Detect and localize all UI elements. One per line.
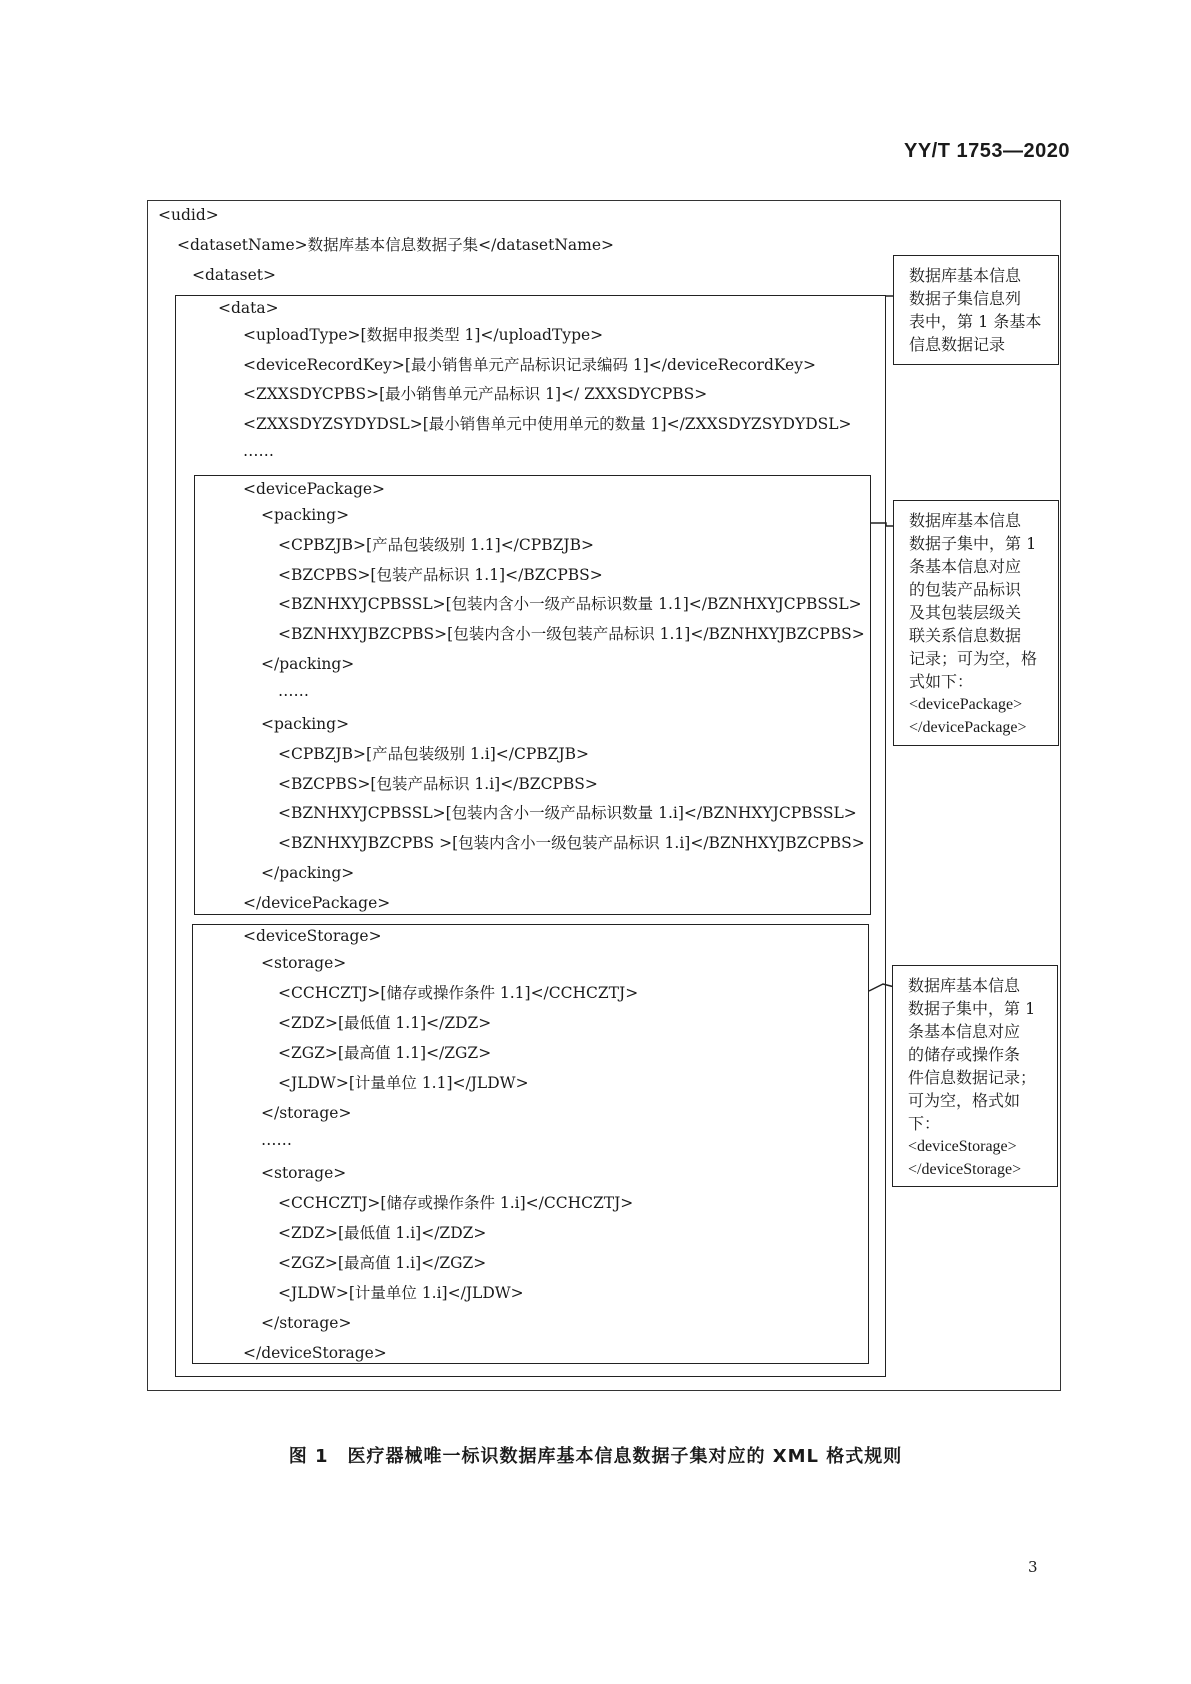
code-line: <JLDW>[计量单位 1.i]</JLDW> <box>278 1284 524 1302</box>
code-line: <udid> <box>158 206 219 224</box>
note-line: 数据子集中，第 1 <box>908 999 1036 1018</box>
code-line: </devicePackage> <box>243 894 391 912</box>
note-line: 信息数据记录 <box>909 335 1006 354</box>
code-line: <ZXXSDYZSYDYDSL>[最小销售单元中使用单元的数量 1]</ZXXSDYZSYDYDSL> <box>243 415 852 433</box>
note-line: 件信息数据记录； <box>908 1068 1037 1087</box>
note-line: 条基本信息对应 <box>909 557 1022 576</box>
figure-caption: 图 1 医疗器械唯一标识数据库基本信息数据子集对应的 XML 格式规则 <box>288 1446 903 1467</box>
note-line: 式如下： <box>909 672 974 691</box>
code-line: <deviceStorage> <box>243 927 382 945</box>
code-line: </packing> <box>261 655 355 673</box>
code-line: <ZGZ>[最高值 1.i]</ZGZ> <box>278 1254 487 1272</box>
data-record-note <box>893 255 1059 365</box>
code-line: <CCHCZTJ>[储存或操作条件 1.1]</CCHCZTJ> <box>278 984 639 1002</box>
code-line: </deviceStorage> <box>243 1344 387 1362</box>
code-line: <data> <box>218 299 279 317</box>
code-line: <BZCPBS>[包装产品标识 1.i]</BZCPBS> <box>278 775 598 793</box>
note-line: 的储存或操作条 <box>908 1045 1021 1064</box>
note-line: <devicePackage> <box>909 696 1023 713</box>
code-line: <packing> <box>261 506 350 524</box>
note-line: <deviceStorage> <box>908 1138 1017 1155</box>
note-line: 下： <box>908 1114 941 1133</box>
code-line: <BZNHXYJBZCPBS >[包装内含小一级包装产品标识 1.i]</BZNHXYJBZCPBS> <box>278 834 865 852</box>
code-line: <datasetName>数据库基本信息数据子集</datasetName> <box>177 236 614 254</box>
code-line: <BZNHXYJBZCPBS>[包装内含小一级包装产品标识 1.1]</BZNHXYJBZCPBS> <box>278 625 865 643</box>
code-line: <dataset> <box>192 266 276 284</box>
code-line: <ZXXSDYCPBS>[最小销售单元产品标识 1]</ ZXXSDYCPBS> <box>243 385 708 403</box>
note-line: </deviceStorage> <box>908 1161 1022 1178</box>
note-line: 条基本信息对应 <box>908 1022 1021 1041</box>
code-line: <ZDZ>[最低值 1.i]</ZDZ> <box>278 1224 487 1242</box>
code-line: <storage> <box>261 954 347 972</box>
note-line: 可为空，格式如 <box>908 1091 1021 1110</box>
note-line: 数据子集中，第 1 <box>909 534 1037 553</box>
note-line: 表中，第 1 条基本 <box>909 312 1042 331</box>
standard-code-header: YY/T 1753—2020 <box>904 140 1070 162</box>
code-line: <deviceRecordKey>[最小销售单元产品标识记录编码 1]</deviceRecordKey> <box>243 356 816 374</box>
code-line: <CPBZJB>[产品包装级别 1.i]</CPBZJB> <box>278 745 590 763</box>
code-line: <CPBZJB>[产品包装级别 1.1]</CPBZJB> <box>278 536 594 554</box>
code-line: </packing> <box>261 864 355 882</box>
code-line: <BZNHXYJCPBSSL>[包装内含小一级产品标识数量 1.1]</BZNHXYJCPBSSL> <box>278 595 862 613</box>
code-line: <ZGZ>[最高值 1.1]</ZGZ> <box>278 1044 492 1062</box>
code-line: <BZCPBS>[包装产品标识 1.1]</BZCPBS> <box>278 566 603 584</box>
code-line: <ZDZ>[最低值 1.1]</ZDZ> <box>278 1014 492 1032</box>
note-line: 的包装产品标识 <box>909 580 1022 599</box>
device-storage-note <box>892 965 1058 1187</box>
page-number: 3 <box>1028 1558 1038 1576</box>
code-line: <devicePackage> <box>243 480 386 498</box>
note-line: 记录；可为空，格 <box>909 649 1038 668</box>
code-line: <uploadType>[数据申报类型 1]</uploadType> <box>243 326 604 344</box>
note-line: 联关系信息数据 <box>909 626 1022 645</box>
code-line: <storage> <box>261 1164 347 1182</box>
code-line: <CCHCZTJ>[储存或操作条件 1.i]</CCHCZTJ> <box>278 1194 634 1212</box>
code-line: </storage> <box>261 1104 352 1122</box>
note-line: 及其包装层级关 <box>909 603 1022 622</box>
code-line: <packing> <box>261 715 350 733</box>
note-line: 数据子集信息列 <box>909 289 1022 308</box>
code-line: …… <box>278 682 309 700</box>
code-line: <BZNHXYJCPBSSL>[包装内含小一级产品标识数量 1.i]</BZNHXYJCPBSSL> <box>278 804 857 822</box>
note-line: 数据库基本信息 <box>909 511 1022 530</box>
code-line: <JLDW>[计量单位 1.1]</JLDW> <box>278 1074 529 1092</box>
code-line: …… <box>243 442 274 460</box>
note-line: 数据库基本信息 <box>909 266 1022 285</box>
device-package-note <box>893 500 1059 746</box>
code-line: …… <box>261 1131 292 1149</box>
note-line: </devicePackage> <box>909 719 1027 736</box>
code-line: </storage> <box>261 1314 352 1332</box>
note-line: 数据库基本信息 <box>908 976 1021 995</box>
